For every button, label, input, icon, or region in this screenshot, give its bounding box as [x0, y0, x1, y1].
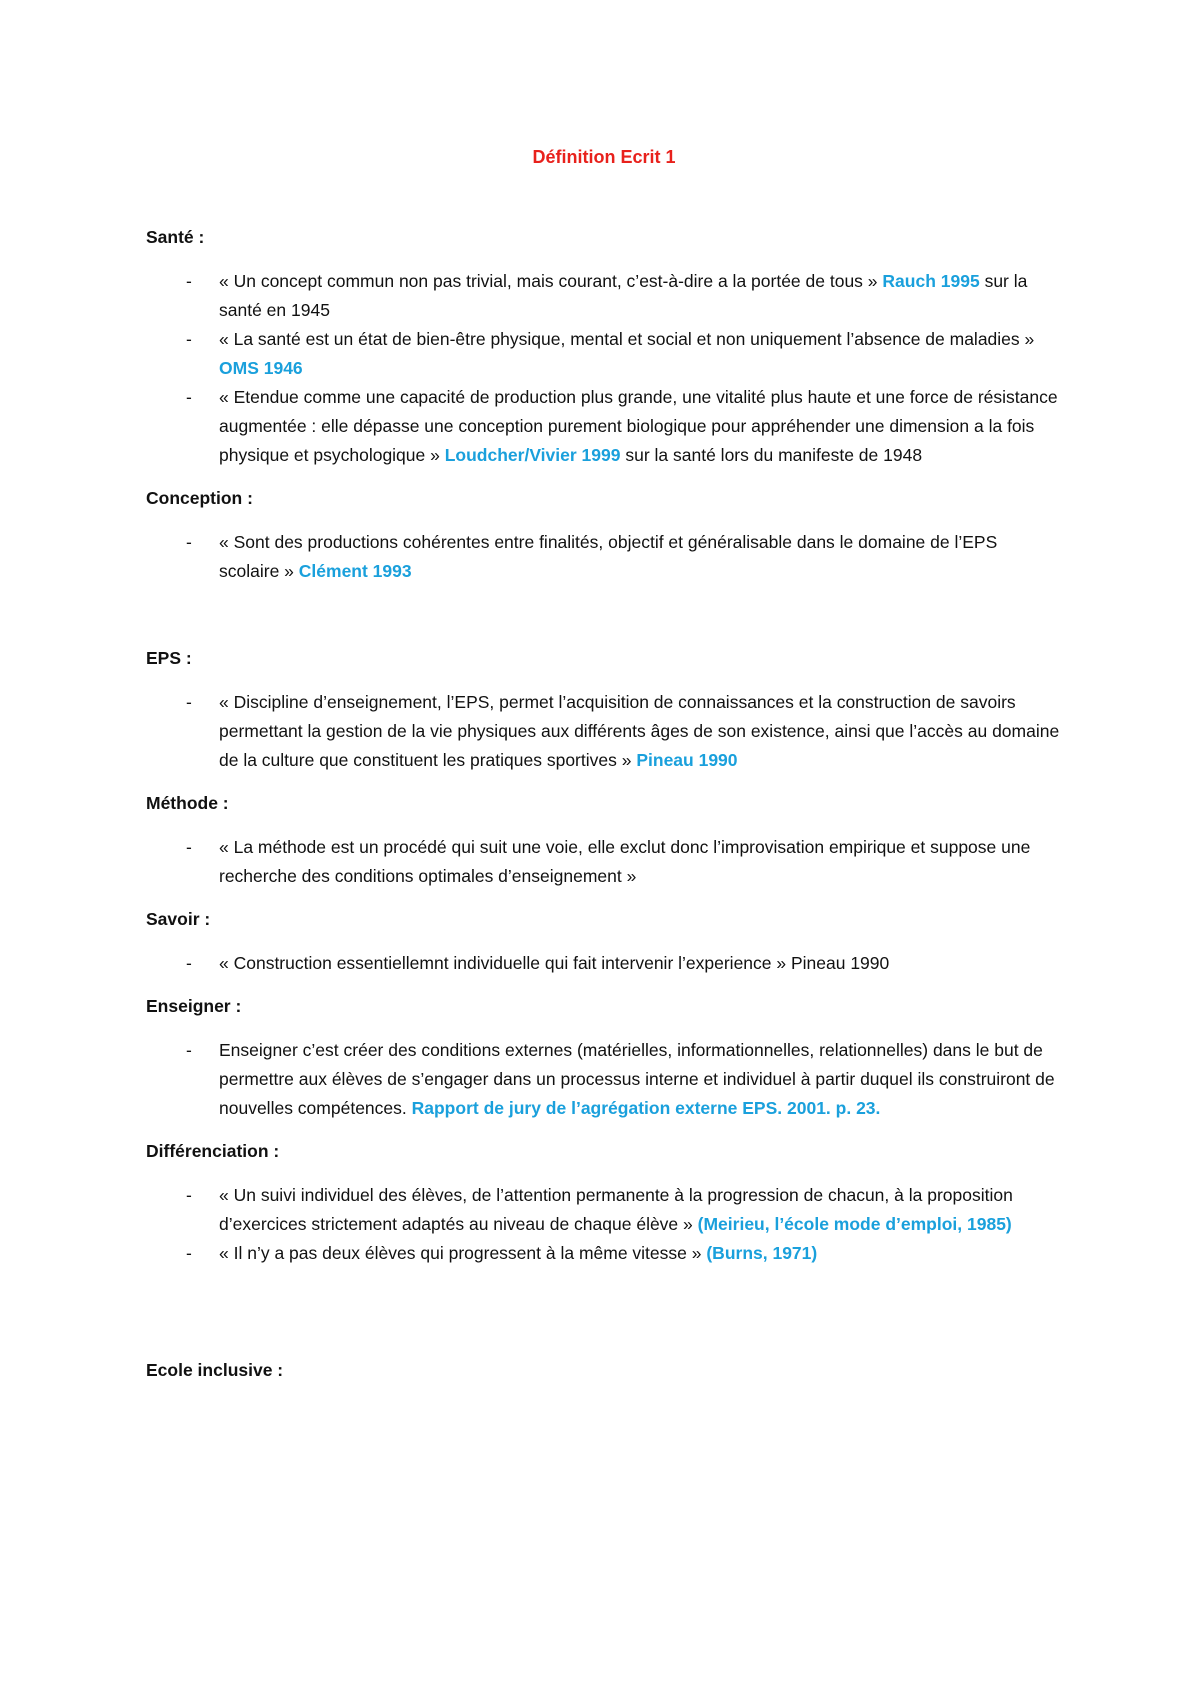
- bullet-dash: -: [186, 387, 192, 407]
- bullet-dash: -: [186, 532, 192, 552]
- reference: Pineau 1990: [636, 750, 738, 770]
- list-item: [146, 1239, 1060, 1268]
- reference: Clément 1993: [298, 561, 412, 581]
- section-heading-ecole-inclusive: Ecole inclusive :: [146, 1360, 284, 1380]
- section-list-methode: [146, 833, 1060, 891]
- section-list-differenciation: [146, 1181, 1060, 1268]
- list-item: [146, 528, 1060, 586]
- reference: OMS 1946: [219, 358, 303, 378]
- quote-text: « La santé est un état de bien-être physique, mental et social et non uniquement l’absence de maladies »: [219, 329, 1035, 349]
- section-list-conception: [146, 528, 1060, 586]
- list-item: [146, 267, 1060, 325]
- section-heading-sante: Santé :: [146, 227, 205, 247]
- list-item: [146, 1181, 1060, 1239]
- bullet-dash: -: [186, 953, 192, 973]
- reference: Rapport de jury de l’agrégation externe EPS. 2001. p. 23.: [411, 1098, 881, 1118]
- list-item: [146, 1036, 1060, 1123]
- quote-text: « Etendue comme une capacité de production plus grande, une vitalité plus haute et une force de résistance augmentée : elle dépasse une conception purement biologique pour appréhender une dimension a la fois physique et psychologique »: [219, 387, 1058, 465]
- section-heading-savoir: Savoir :: [146, 909, 211, 929]
- bullet-dash: -: [186, 837, 192, 857]
- reference: (Burns, 1971): [706, 1243, 818, 1263]
- section-list-sante: [146, 267, 1060, 470]
- section-list-savoir: [146, 949, 1060, 978]
- quote-text: « Sont des productions cohérentes entre finalités, objectif et généralisable dans le domaine de l’EPS scolaire »: [219, 532, 998, 581]
- quote-text: Enseigner c’est créer des conditions externes (matérielles, informationnelles, relationnelles) dans le but de permettre aux élèves de s’engager dans un processus interne et individuel à partir duquel ils construiront de nouvelles compétences.: [219, 1040, 1055, 1118]
- spacer: [146, 1282, 1060, 1356]
- section-list-enseigner: [146, 1036, 1060, 1123]
- bullet-dash: -: [186, 271, 192, 291]
- quote-text: « Un concept commun non pas trivial, mais courant, c’est-à-dire a la portée de tous »: [219, 271, 878, 291]
- reference-suffix: sur la santé lors du manifeste de 1948: [625, 445, 923, 465]
- document-title: Définition Ecrit 1: [532, 147, 676, 167]
- quote-text: « Il n’y a pas deux élèves qui progressent à la même vitesse »: [219, 1243, 702, 1263]
- list-item: [146, 688, 1060, 775]
- section-heading-methode: Méthode :: [146, 793, 229, 813]
- list-item: [146, 383, 1060, 470]
- section-heading-eps: EPS :: [146, 648, 192, 668]
- bullet-dash: -: [186, 692, 192, 712]
- section-heading-enseigner: Enseigner :: [146, 996, 242, 1016]
- quote-text: « Un suivi individuel des élèves, de l’attention permanente à la progression de chacun, à la proposition d’exercices strictement adaptés au niveau de chaque élève »: [219, 1185, 1013, 1234]
- list-item: [146, 325, 1060, 383]
- section-heading-conception: Conception :: [146, 488, 253, 508]
- bullet-dash: -: [186, 1243, 192, 1263]
- reference: Loudcher/Vivier 1999: [444, 445, 621, 465]
- list-item: [146, 833, 1060, 891]
- bullet-dash: -: [186, 1040, 192, 1060]
- list-item: [146, 949, 1060, 978]
- reference: Rauch 1995: [882, 271, 980, 291]
- reference: (Meirieu, l’école mode d’emploi, 1985): [697, 1214, 1012, 1234]
- section-heading-differenciation: Différenciation :: [146, 1141, 280, 1161]
- bullet-dash: -: [186, 1185, 192, 1205]
- quote-text: « La méthode est un procédé qui suit une voie, elle exclut donc l’improvisation empirique et suppose une recherche des conditions optimales d’enseignement »: [219, 837, 1031, 886]
- spacer: [146, 600, 1060, 644]
- quote-text: « Construction essentiellemnt individuelle qui fait intervenir l’experience » Pineau 1990: [219, 953, 890, 973]
- quote-text: « Discipline d’enseignement, l’EPS, permet l’acquisition de connaissances et la construction de savoirs permettant la gestion de la vie physiques aux différents âges de son existence, ainsi que l’accès au domaine de la culture que constituent les pratiques sportives »: [219, 692, 1060, 770]
- bullet-dash: -: [186, 329, 192, 349]
- reference-suffix: sur la santé en 1945: [219, 271, 1028, 320]
- section-list-eps: [146, 688, 1060, 775]
